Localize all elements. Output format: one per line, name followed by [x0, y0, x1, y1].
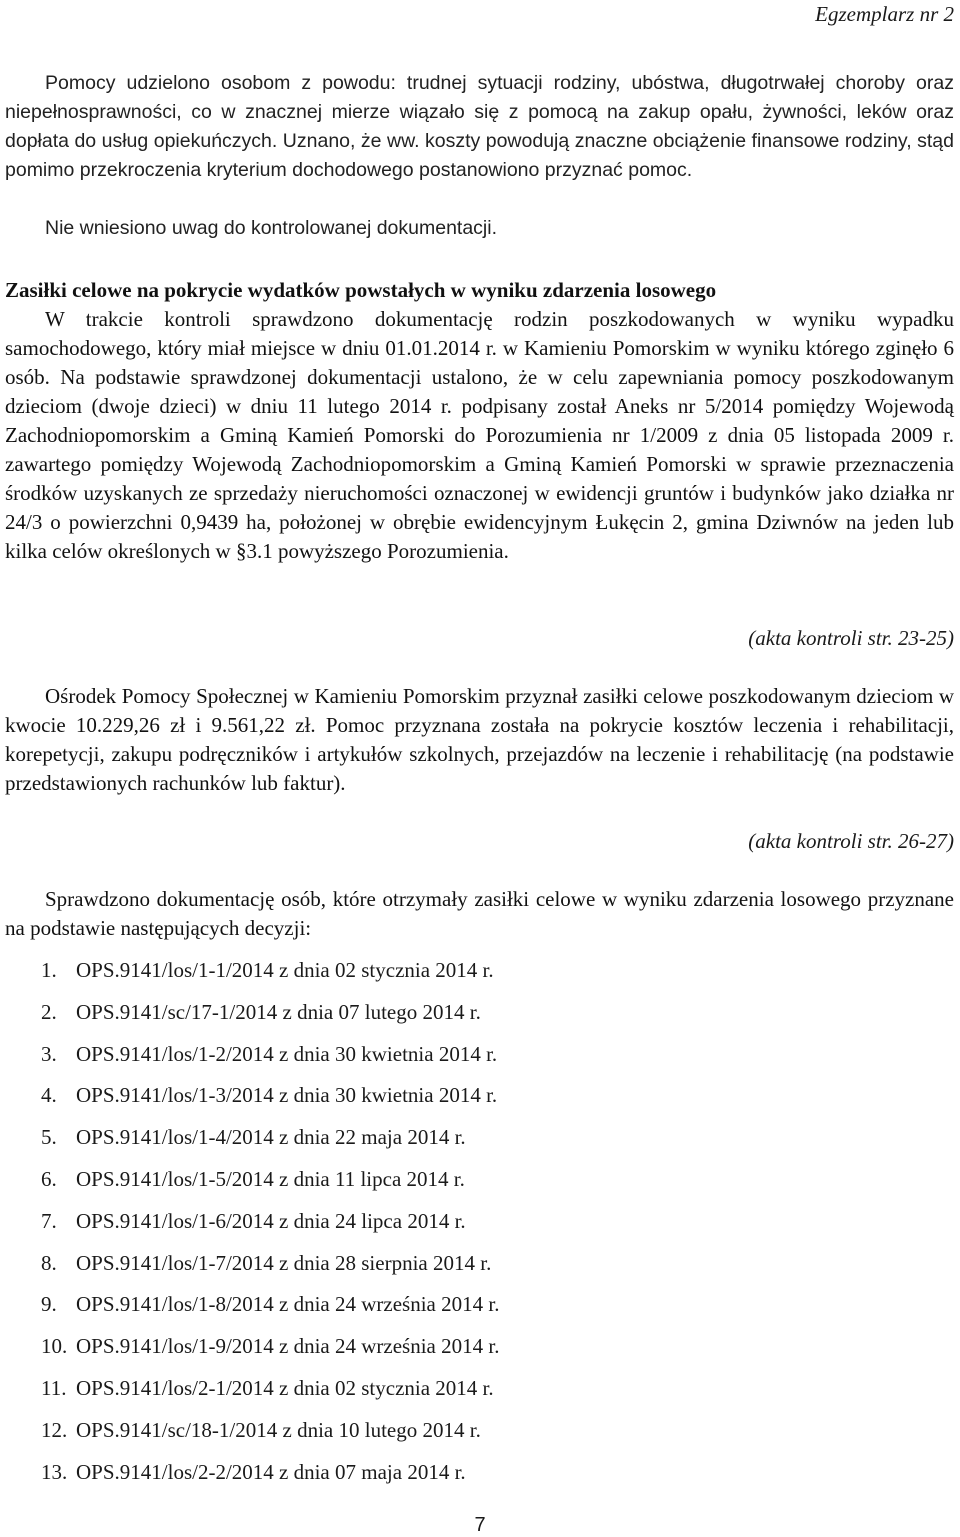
list-item	[41, 998, 954, 1040]
list-item-number: 11.	[41, 1375, 67, 1400]
list-item-text: OPS.9141/los/1-2/2014 z dnia 30 kwietnia 2014 r.	[76, 1041, 498, 1066]
list-item	[41, 1249, 954, 1291]
list-item-text: OPS.9141/sc/18-1/2014 z dnia 10 lutego 2014 r.	[76, 1417, 481, 1442]
list-item	[41, 1165, 954, 1207]
reference-note-1: (akta kontroli str. 23-25)	[748, 626, 954, 650]
list-item	[41, 1332, 954, 1374]
section-paragraph-decisions-intro: Sprawdzono dokumentację osób, które otrzymały zasiłki celowe w wyniku zdarzenia losowego przyznane na podstawie następujących decyzji:	[5, 887, 954, 940]
list-item-text: OPS.9141/los/1-3/2014 z dnia 30 kwietnia 2014 r.	[76, 1083, 498, 1108]
list-item	[41, 956, 954, 998]
list-item-number: 10.	[41, 1334, 68, 1359]
list-item-text: OPS.9141/los/2-2/2014 z dnia 07 maja 2014 r.	[76, 1459, 466, 1484]
intro-paragraph: Pomocy udzielono osobom z powodu: trudnej sytuacji rodziny, ubóstwa, długotrwałej choroby oraz niepełnosprawności, co w znacznej mierze wiązało się z pomocą na zakup opału, żywności, leków oraz dopłata do usług opiekuńczych. Uznano, że ww. koszty powodują znaczne obciążenie finansowe rodziny, stąd pomimo przekroczenia kryterium dochodowego postanowiono przyznać pomoc.	[5, 72, 954, 181]
list-item-text: OPS.9141/los/1-9/2014 z dnia 24 września 2014 r.	[76, 1334, 500, 1359]
section-paragraph-agreement: W trakcie kontroli sprawdzono dokumentację rodzin poszkodowanych w wyniku wypadku samochodowego, który miał miejsce w dniu 01.01.2014 r. w Kamieniu Pomorskim w wyniku którego zginęło 6 osób. Na podstawie sprawdzonej dokumentacji ustalono, że w celu zapewniania pomocy poszkodowanym dzieciom (dwoje dzieci) w dniu 11 lutego 2014 r. podpisany został Aneks nr 5/2014 pomiędzy Wojewodą Zachodniopomorskim a Gminą Kamień Pomorski do Porozumienia nr 1/2009 z dnia 05 listopada 2009 r. zawartego pomiędzy Wojewodą Zachodniopomorskim a Gminą Kamień Pomorski w sprawie przeznaczenia środków uzyskanych ze sprzedaży nieruchomości oznaczonej w ewidencji gruntów i budynków jako działka nr 24/3 o powierzchni 0,9439 ha, położonej w obrębie ewidencyjnym Łukęcin 2, gmina Dziwnów na jeden lub kilka celów określonych w §3.1 powyższego Porozumienia.	[5, 307, 954, 563]
list-item-text: OPS.9141/los/1-7/2014 z dnia 28 sierpnia 2014 r.	[76, 1250, 492, 1275]
list-item-text: OPS.9141/los/1-1/2014 z dnia 02 stycznia 2014 r.	[76, 958, 494, 982]
list-item	[41, 1081, 954, 1123]
list-item-text: OPS.9141/los/1-4/2014 z dnia 22 maja 2014 r.	[76, 1125, 466, 1150]
list-item-number: 4.	[41, 1083, 57, 1108]
list-item	[41, 1416, 954, 1458]
list-item-number: 8.	[41, 1250, 57, 1275]
list-item-text: OPS.9141/los/1-5/2014 z dnia 11 lipca 2014 r.	[76, 1166, 465, 1191]
list-item-number: 2.	[41, 999, 57, 1024]
list-item	[41, 1458, 954, 1500]
list-item-number: 7.	[41, 1208, 57, 1233]
list-item-number: 6.	[41, 1166, 57, 1191]
list-item	[41, 1290, 954, 1332]
section-paragraph-allowance: Ośrodek Pomocy Społecznej w Kamieniu Pomorskim przyznał zasiłki celowe poszkodowanym dzieciom w kwocie 10.229,26 zł i 9.561,22 zł. Pomoc przyznana została na pokrycie kosztów leczenia i rehabilitacji, korepetycji, zakupu podręczników i artykułów szkolnych, przejazdów na leczenie i rehabilitację (na podstawie przedstawionych rachunków lub faktur).	[5, 684, 954, 795]
list-item-text: OPS.9141/sc/17-1/2014 z dnia 07 lutego 2014 r.	[76, 999, 481, 1024]
list-item	[41, 1374, 954, 1416]
list-item-text: OPS.9141/los/2-1/2014 z dnia 02 stycznia 2014 r.	[76, 1375, 494, 1400]
list-item	[41, 1040, 954, 1082]
reference-note-2: (akta kontroli str. 26-27)	[748, 829, 954, 853]
page-number: 7	[474, 1514, 486, 1536]
list-item	[41, 1123, 954, 1165]
intro-no-remarks: Nie wniesiono uwag do kontrolowanej dokumentacji.	[45, 217, 498, 239]
decision-list	[41, 956, 954, 1499]
copy-label: Egzemplarz nr 2	[815, 2, 954, 26]
list-item-number: 12.	[41, 1417, 68, 1442]
section-heading: Zasiłki celowe na pokrycie wydatków powstałych w wyniku zdarzenia losowego	[5, 278, 717, 302]
list-item-number: 3.	[41, 1041, 57, 1066]
list-item-number: 1.	[41, 958, 57, 982]
list-item-number: 13.	[41, 1459, 68, 1484]
list-item-number: 9.	[41, 1292, 57, 1317]
list-item-number: 5.	[41, 1125, 57, 1150]
list-item	[41, 1207, 954, 1249]
list-item-text: OPS.9141/los/1-6/2014 z dnia 24 lipca 2014 r.	[76, 1208, 466, 1233]
list-item-text: OPS.9141/los/1-8/2014 z dnia 24 września 2014 r.	[76, 1292, 500, 1317]
